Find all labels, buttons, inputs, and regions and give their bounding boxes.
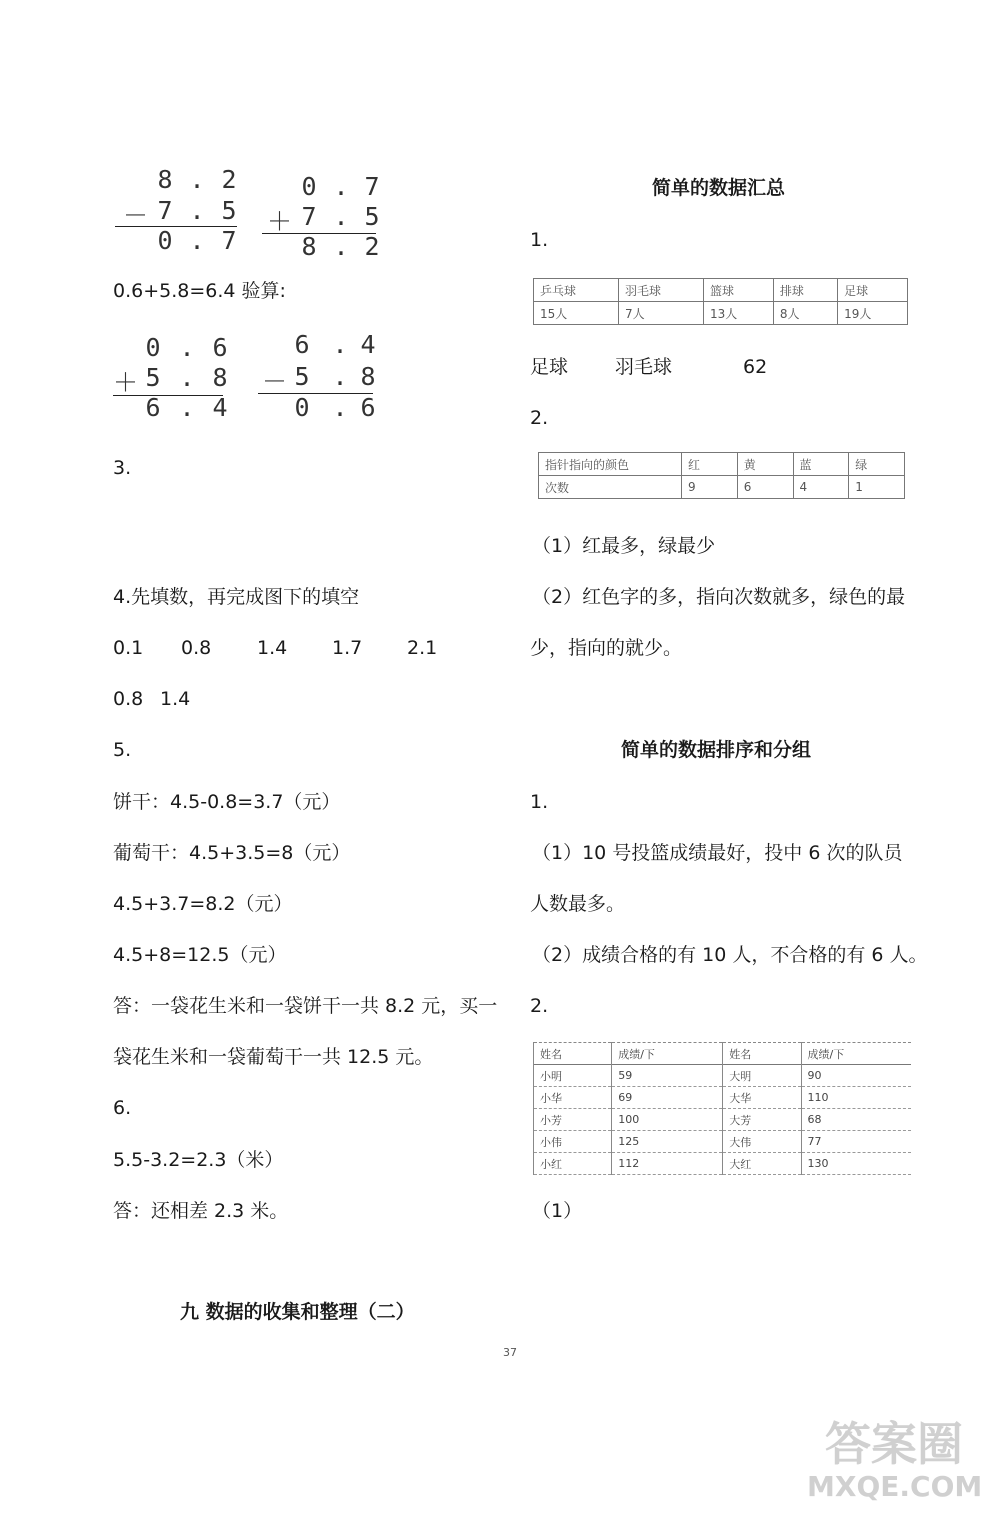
q4-number-4: 1.7 xyxy=(332,637,363,659)
vertical-calc-3 xyxy=(113,333,238,423)
table-row xyxy=(534,302,908,325)
s2-answer-1a: （1）10 号投篮成绩最好，投中 6 次的队员 xyxy=(532,842,903,864)
operator: ＋ xyxy=(267,207,293,236)
digit: 7 xyxy=(157,196,173,225)
table-cell: 小华 xyxy=(534,1087,612,1109)
table-cell: 13人 xyxy=(704,302,774,325)
q6-answer: 答：还相差 2.3 米。 xyxy=(113,1200,289,1222)
vertical-calc-4 xyxy=(258,330,383,422)
digit: 8 xyxy=(301,232,317,261)
table-cell: 小明 xyxy=(534,1065,612,1087)
q5-answer-1: 答：一袋花生米和一袋饼干一共 8.2 元，买一 xyxy=(113,995,498,1017)
digit: . xyxy=(333,202,349,231)
page-number: 37 xyxy=(503,1346,517,1359)
table-cell: 大芳 xyxy=(723,1109,801,1131)
table-cell: 90 xyxy=(801,1065,911,1087)
digit: 0 xyxy=(294,393,310,422)
q5-line-1: 饼干：4.5-0.8=3.7（元） xyxy=(113,791,341,813)
table-cell: 红 xyxy=(682,453,738,476)
digit: 6 xyxy=(212,333,228,362)
s1-answer-2a: （1）红最多，绿最少 xyxy=(532,535,716,557)
q6-line-1: 5.5-3.2=2.3（米） xyxy=(113,1149,284,1171)
table-cell: 次数 xyxy=(539,476,682,499)
chapter-title: 九 数据的收集和整理（二） xyxy=(180,1301,415,1323)
digit: 8 xyxy=(360,362,376,391)
table-cell: 19人 xyxy=(838,302,908,325)
q5-line-2: 葡萄干：4.5+3.5=8（元） xyxy=(113,842,351,864)
digit: 5 xyxy=(294,362,310,391)
s2-question-2: 2. xyxy=(530,995,549,1017)
scores-table xyxy=(533,1042,911,1175)
table-cell: 小红 xyxy=(534,1153,612,1175)
sports-table xyxy=(533,278,908,325)
s1-answer-2: 羽毛球 xyxy=(615,356,673,378)
s1-answer-3: 62 xyxy=(743,356,768,378)
table-cell: 乒乓球 xyxy=(534,279,619,302)
table-cell: 绿 xyxy=(849,453,905,476)
check-equation: 0.6+5.8=6.4 验算: xyxy=(113,280,286,302)
table-cell: 68 xyxy=(801,1109,911,1131)
table-cell: 成绩/下 xyxy=(801,1043,911,1065)
digit: 5 xyxy=(145,363,161,392)
table-row xyxy=(534,1043,912,1065)
section-title-1: 简单的数据汇总 xyxy=(652,177,786,199)
digit: 5 xyxy=(364,202,380,231)
digit: 8 xyxy=(157,165,173,194)
q4-number-2: 0.8 xyxy=(181,637,212,659)
table-cell: 黄 xyxy=(737,453,793,476)
digit: 6 xyxy=(294,330,310,359)
sum-rule xyxy=(113,395,223,396)
table-cell: 100 xyxy=(612,1109,723,1131)
digit: 4 xyxy=(212,393,228,422)
q5-answer-2: 袋花生米和一袋葡萄干一共 12.5 元。 xyxy=(113,1046,434,1068)
digit: 0 xyxy=(145,333,161,362)
vertical-calc-1 xyxy=(115,165,240,255)
table-cell: 4 xyxy=(793,476,849,499)
digit: . xyxy=(333,172,349,201)
table-row xyxy=(534,1109,912,1131)
watermark-url: MXQE.COM xyxy=(807,1470,983,1503)
table-cell: 112 xyxy=(612,1153,723,1175)
digit: . xyxy=(179,363,195,392)
operator: ＋ xyxy=(113,368,139,397)
table-cell: 篮球 xyxy=(704,279,774,302)
digit: 0 xyxy=(157,226,173,255)
digit: 2 xyxy=(364,232,380,261)
table-cell: 9 xyxy=(682,476,738,499)
digit: 7 xyxy=(364,172,380,201)
operator: － xyxy=(262,367,288,396)
table-row xyxy=(534,1065,912,1087)
operator: － xyxy=(123,201,149,230)
digit: . xyxy=(189,165,205,194)
table-cell: 指针指向的颜色 xyxy=(539,453,682,476)
table-cell: 大伟 xyxy=(723,1131,801,1153)
table-cell: 小芳 xyxy=(534,1109,612,1131)
q4-number-3: 1.4 xyxy=(257,637,288,659)
digit: 8 xyxy=(212,363,228,392)
digit: . xyxy=(189,196,205,225)
digit: 6 xyxy=(360,393,376,422)
digit: 0 xyxy=(301,172,317,201)
digit: . xyxy=(333,232,349,261)
q4-fill-1: 0.8 xyxy=(113,688,144,710)
digit: . xyxy=(332,362,348,391)
digit: . xyxy=(179,393,195,422)
q5-line-3: 4.5+3.7=8.2（元） xyxy=(113,893,293,915)
table-cell: 6 xyxy=(737,476,793,499)
table-cell: 77 xyxy=(801,1131,911,1153)
table-cell: 大明 xyxy=(723,1065,801,1087)
table-cell: 羽毛球 xyxy=(619,279,704,302)
table-cell: 1 xyxy=(849,476,905,499)
digit: . xyxy=(332,330,348,359)
digit: . xyxy=(189,226,205,255)
digit: 5 xyxy=(221,196,237,225)
s1-answer-2b-2: 少，指向的就少。 xyxy=(530,637,683,659)
question-5: 5. xyxy=(113,739,132,761)
watermark-logo: 答案圈 xyxy=(825,1417,963,1471)
digit: 7 xyxy=(301,202,317,231)
q4-number-1: 0.1 xyxy=(113,637,144,659)
s2-question-1: 1. xyxy=(530,791,549,813)
table-cell: 大华 xyxy=(723,1087,801,1109)
q4-fill-2: 1.4 xyxy=(160,688,191,710)
table-row xyxy=(539,453,905,476)
table-cell: 排球 xyxy=(773,279,837,302)
section-title-2: 简单的数据排序和分组 xyxy=(621,739,812,761)
table-cell: 59 xyxy=(612,1065,723,1087)
table-row xyxy=(534,279,908,302)
vertical-calc-2 xyxy=(262,172,382,262)
table-row xyxy=(534,1153,912,1175)
table-cell: 姓名 xyxy=(534,1043,612,1065)
table-cell: 110 xyxy=(801,1087,911,1109)
question-4: 4.先填数，再完成图下的填空 xyxy=(113,586,360,608)
table-cell: 大红 xyxy=(723,1153,801,1175)
table-cell: 130 xyxy=(801,1153,911,1175)
table-cell: 足球 xyxy=(838,279,908,302)
s1-answer-1: 足球 xyxy=(530,356,569,378)
table-row xyxy=(534,1087,912,1109)
table-cell: 小伟 xyxy=(534,1131,612,1153)
table-row xyxy=(534,1131,912,1153)
table-cell: 成绩/下 xyxy=(612,1043,723,1065)
table-cell: 8人 xyxy=(773,302,837,325)
table-cell: 15人 xyxy=(534,302,619,325)
s2-answer-2: （2）成绩合格的有 10 人，不合格的有 6 人。 xyxy=(532,944,928,966)
digit: 2 xyxy=(221,165,237,194)
s2-answer-2-1: （1） xyxy=(532,1200,583,1222)
table-cell: 69 xyxy=(612,1087,723,1109)
digit: 6 xyxy=(145,393,161,422)
table-cell: 姓名 xyxy=(723,1043,801,1065)
digit: . xyxy=(332,393,348,422)
table-cell: 125 xyxy=(612,1131,723,1153)
s2-answer-1b: 人数最多。 xyxy=(530,893,626,915)
q5-line-4: 4.5+8=12.5（元） xyxy=(113,944,287,966)
table-cell: 7人 xyxy=(619,302,704,325)
spinner-table xyxy=(538,452,905,499)
question-3: 3. xyxy=(113,457,132,479)
s1-question-2: 2. xyxy=(530,407,549,429)
table-row xyxy=(539,476,905,499)
digit: 7 xyxy=(221,226,237,255)
digit: 4 xyxy=(360,330,376,359)
question-6: 6. xyxy=(113,1097,132,1119)
s1-answer-2b-1: （2）红色字的多，指向次数就多，绿色的最 xyxy=(532,586,906,608)
digit: . xyxy=(179,333,195,362)
q4-number-5: 2.1 xyxy=(407,637,438,659)
s1-question-1: 1. xyxy=(530,229,549,251)
table-cell: 蓝 xyxy=(793,453,849,476)
